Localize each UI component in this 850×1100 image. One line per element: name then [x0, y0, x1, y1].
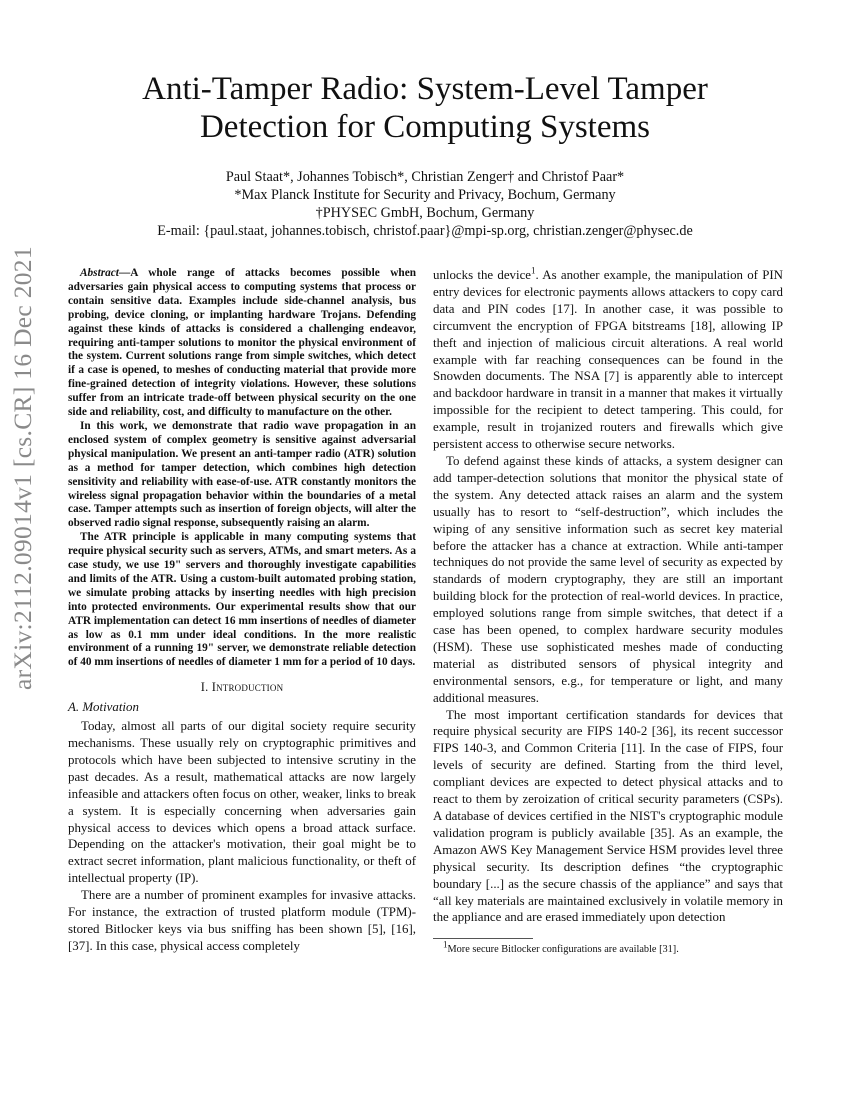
body-paragraph: There are a number of prominent examples for invasive attacks. For instance, the extraction of trusted platform module (TPM)-stored Bitlocker keys via bus sniffing has been shown [5], [16], [37]. In this case, physical access completely — [68, 888, 416, 953]
right-column — [433, 267, 783, 956]
abstract-paragraph-1: Abstract—A whole range of attacks becomes possible when adversaries gain physical access to computing systems that process or contain sensitive data. Examples include side-channel analysis, bus probing, device cloning, or implanting hardware Trojans. Defending against these kinds of attacks is considered a challenging endeavor, requiring anti-tamper solutions to monitor the physical environment of the system. Current solutions range from simple switches, which detect if a case is opened, to meshes of conducting material that provide more fine-grained detection of integrity violations. However, these solutions suffer from an intricate trade-off between physical security on the one side and reliability, cost, and difficulty to manufacture on the other. — [68, 267, 416, 419]
affiliation-1: *Max Planck Institute for Security and Privacy, Bochum, Germany — [234, 187, 616, 203]
author-email: E-mail: {paul.staat, johannes.tobisch, christof.paar}@mpi-sp.org, christian.zenger@physec.de — [157, 223, 693, 239]
abstract-label: Abstract — [80, 267, 119, 279]
affiliation-2: †PHYSEC GmbH, Bochum, Germany — [315, 205, 535, 221]
body-paragraph: The most important certification standards for devices that require physical security are FIPS 140-2 [36], its recent successor FIPS 140-3, and Common Criteria [11]. In the case of FIPS, four levels of security are defined. Starting from the third level, compliant devices are expected to detect physical attacks and to react to them by zeroization of critical security parameters (CSPs). A database of devices certified in the NIST's cryptographic module validation program is publicly available [35]. As an example, the Amazon AWS Key Management Service HSM provides level three physical security. Its description defines “the cryptographic boundary [...] as the secure chassis of the appliance” and says that “all key materials are maintained exclusively in volatile memory in the appliance and are erased immediately upon detection — [433, 707, 783, 925]
body-paragraph: To defend against these kinds of attacks, a system designer can add tamper-detection solutions that monitor the physical state of the system. Any detected attack raises an alarm and the system usually has to resort to “self-destruction”, which includes the wiping of any sensitive information such as secret key material before the attacker has a chance at extraction. While anti-tamper techniques do not provide the same level of security as expected by standards of modern cryptography, they are still an important building block for the protection of real-world devices. In practice, employed solutions range from simple switches, that detect if a case has been opened, to complex hardware security modules (HSM). These use sophisticated meshes made of conducting material as distributed sensors of physical integrity and environmental sensors, e.g., for temperature or light, and many additional measures. — [433, 453, 783, 705]
left-column — [68, 267, 416, 955]
body-paragraph: unlocks the device$^1$. As another example, the manipulation of PIN entry devices for electronic payments allows attackers to copy card data and PIN codes [17]. In another case, it was possible to circumvent the encryption of FPGA bitstreams [18], allowing IP theft and injection of malicious circuit alterations. A real world example with far reaching consequences can be found in the Snowden documents. The NSA [7] is apparently able to intercept and backdoor hardware in transit in a manner that makes it virtually impossible for the recipient to detect tampering. This could, for example, result in trojanized routers and firewalls which give persistent access to otherwise secure networks. — [433, 265, 783, 452]
intro-body — [68, 718, 416, 955]
right-body — [433, 267, 783, 926]
body-paragraph: Today, almost all parts of our digital society require security mechanisms. These usually rely on cryptographic primitives and protocols which have been subjected to intensive scrutiny in the past decades. As a result, mathematical attacks are now largely infeasible and attackers often focus on other, weaker, links to break a system. It is especially concerning when adversaries gain physical access to devices which opens a broad attack surface. Depending on the attacker's motivation, their goal might be to extract secret information, plant malicious functionality, or theft of intellectual property (IP). — [68, 719, 416, 886]
abstract-paragraph-3: The ATR principle is applicable in many computing systems that require physical security such as servers, ATMs, and smart meters. As a case study, we use 19" servers and thoroughly investigate capabilities and limits of the ATR. Using a custom-built automated probing station, we simulate probing attacks by inserting needles with high precision into protected environments. Our experimental results show that our ATR implementation can detect 16 mm insertions of needles of diameter as low as 0.1 mm under ideal conditions. In the more realistic environment of a running 19" server, we demonstrate reliable detection of 40 mm insertions of needles of diameter 1 mm for a period of 10 days. — [68, 531, 416, 669]
footnote-marker: 1 — [531, 265, 536, 276]
abstract — [68, 267, 416, 670]
author-block — [100, 168, 750, 240]
arxiv-identifier: arXiv:2112.09014v1 [cs.CR] 16 Dec 2021 — [8, 246, 37, 690]
section-heading: I. Introduction — [200, 680, 284, 695]
paper-title: Anti-Tamper Radio: System-Level Tamper Detection for Computing Systems — [142, 71, 708, 145]
footnote: $^1$More secure Bitlocker configurations are available [31]. — [443, 939, 679, 956]
footnote-divider — [433, 938, 533, 939]
subsection-heading: A. Motivation — [68, 700, 139, 715]
abstract-paragraph-2: In this work, we demonstrate that radio wave propagation in an enclosed system of complex geometry is sensitive against adversarial physical manipulation. We present an anti-tamper radio (ATR) solution as a method for tamper detection, which combines high detection sensitivity and reliability with ease-of-use. ATR constantly monitors the wireless signal propagation behavior within the boundaries of a metal case. Tamper attempts such as insertion of foreign objects, will alter the observed radio signal response, subsequently raising an alarm. — [68, 419, 416, 530]
author-list: Paul Staat*, Johannes Tobisch*, Christian Zenger† and Christof Paar* — [225, 169, 625, 185]
